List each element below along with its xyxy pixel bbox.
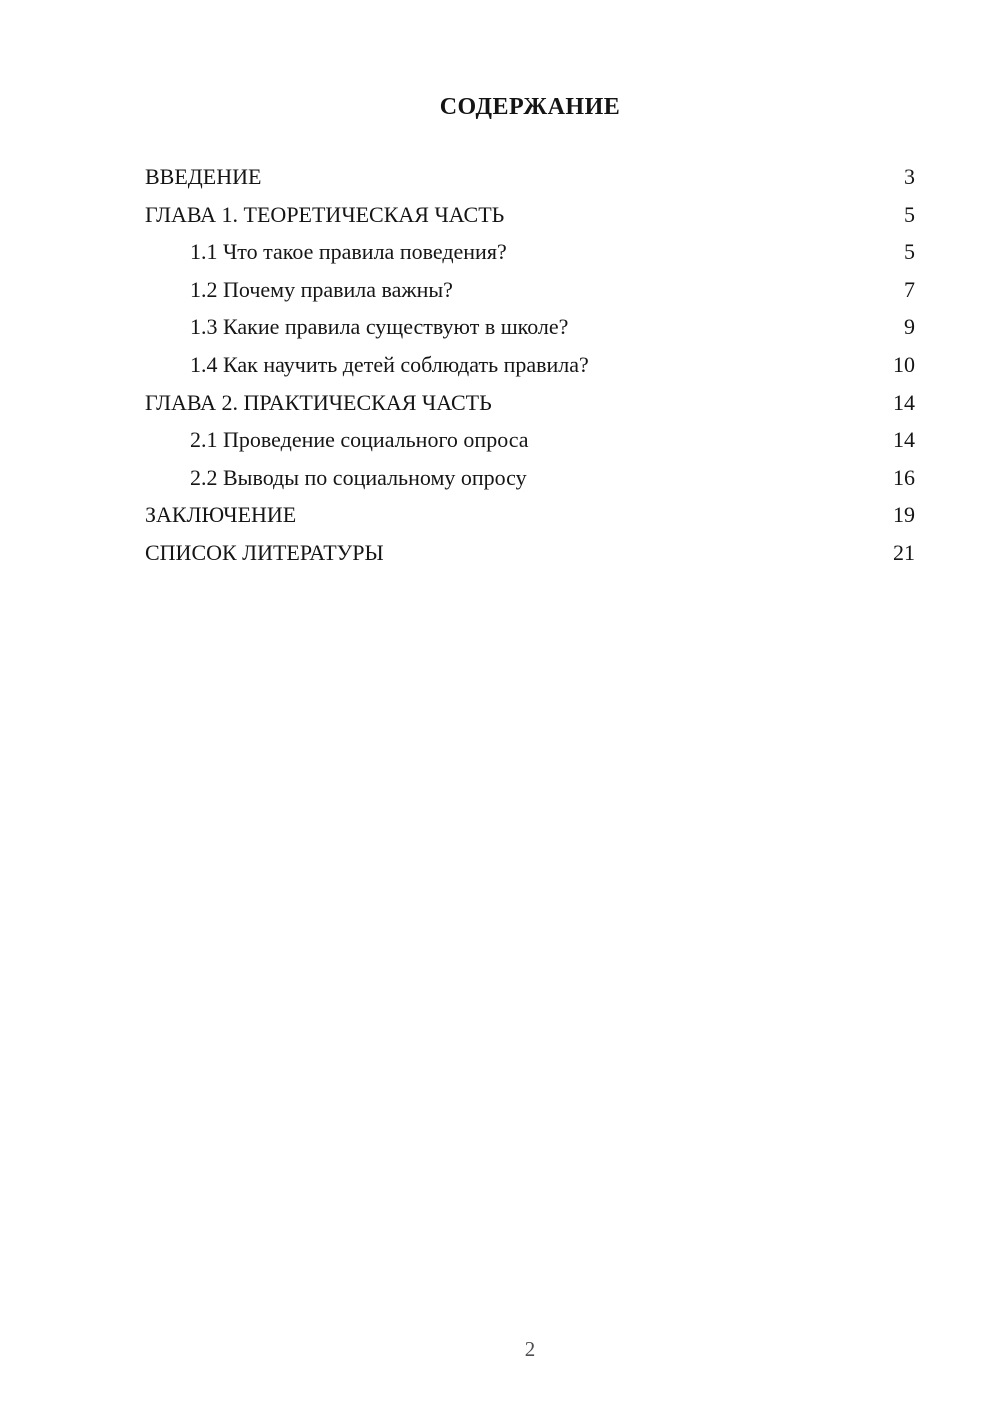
- toc-list: [145, 158, 915, 572]
- toc-entry: [145, 158, 915, 196]
- toc-entry-page-number: 9: [904, 314, 915, 340]
- footer-page-number: 2: [524, 1337, 536, 1361]
- toc-entry: [145, 308, 915, 346]
- toc-entry-label: 1.4 Как научить детей соблюдать правила?: [190, 351, 589, 377]
- toc-entry-label: ЗАКЛЮЧЕНИЕ: [145, 502, 297, 528]
- toc-entry: [145, 534, 915, 572]
- toc-entry: [145, 271, 915, 309]
- toc-entry-label: 2.2 Выводы по социальному опросу: [190, 464, 527, 490]
- toc-entry-page-number: 21: [893, 539, 915, 565]
- toc-entry-page-number: 16: [893, 464, 915, 490]
- toc-entry: [145, 421, 915, 459]
- toc-entry-page-number: 19: [893, 502, 915, 528]
- toc-entry-label: ГЛАВА 2. ПРАКТИЧЕСКАЯ ЧАСТЬ: [145, 389, 492, 415]
- toc-entry-label: ГЛАВА 1. ТЕОРЕТИЧЕСКАЯ ЧАСТЬ: [145, 201, 505, 227]
- toc-entry-page-number: 10: [893, 351, 915, 377]
- content-area: [145, 0, 915, 572]
- toc-entry-label: 1.2 Почему правила важны?: [190, 276, 453, 302]
- toc-entry: [145, 196, 915, 234]
- toc-entry-page-number: 14: [893, 427, 915, 453]
- toc-entry: [145, 346, 915, 384]
- toc-entry-page-number: 7: [904, 276, 915, 302]
- toc-entry-page-number: 14: [893, 389, 915, 415]
- toc-entry: [145, 496, 915, 534]
- toc-entry-page-number: 5: [904, 239, 915, 265]
- toc-entry: [145, 384, 915, 422]
- page-title: СОДЕРЖАНИЕ: [439, 94, 621, 120]
- toc-entry: [145, 459, 915, 497]
- toc-entry-label: 1.1 Что такое правила поведения?: [190, 239, 507, 265]
- toc-entry: [145, 233, 915, 271]
- toc-entry-label: ВВЕДЕНИЕ: [145, 164, 262, 189]
- toc-entry-label: 1.3 Какие правила существуют в школе?: [190, 314, 569, 340]
- toc-entry-page-number: 5: [904, 201, 915, 227]
- toc-entry-label: СПИСОК ЛИТЕРАТУРЫ: [145, 539, 384, 565]
- toc-entry-page-number: 3: [904, 164, 915, 189]
- toc-entry-label: 2.1 Проведение социального опроса: [190, 427, 529, 453]
